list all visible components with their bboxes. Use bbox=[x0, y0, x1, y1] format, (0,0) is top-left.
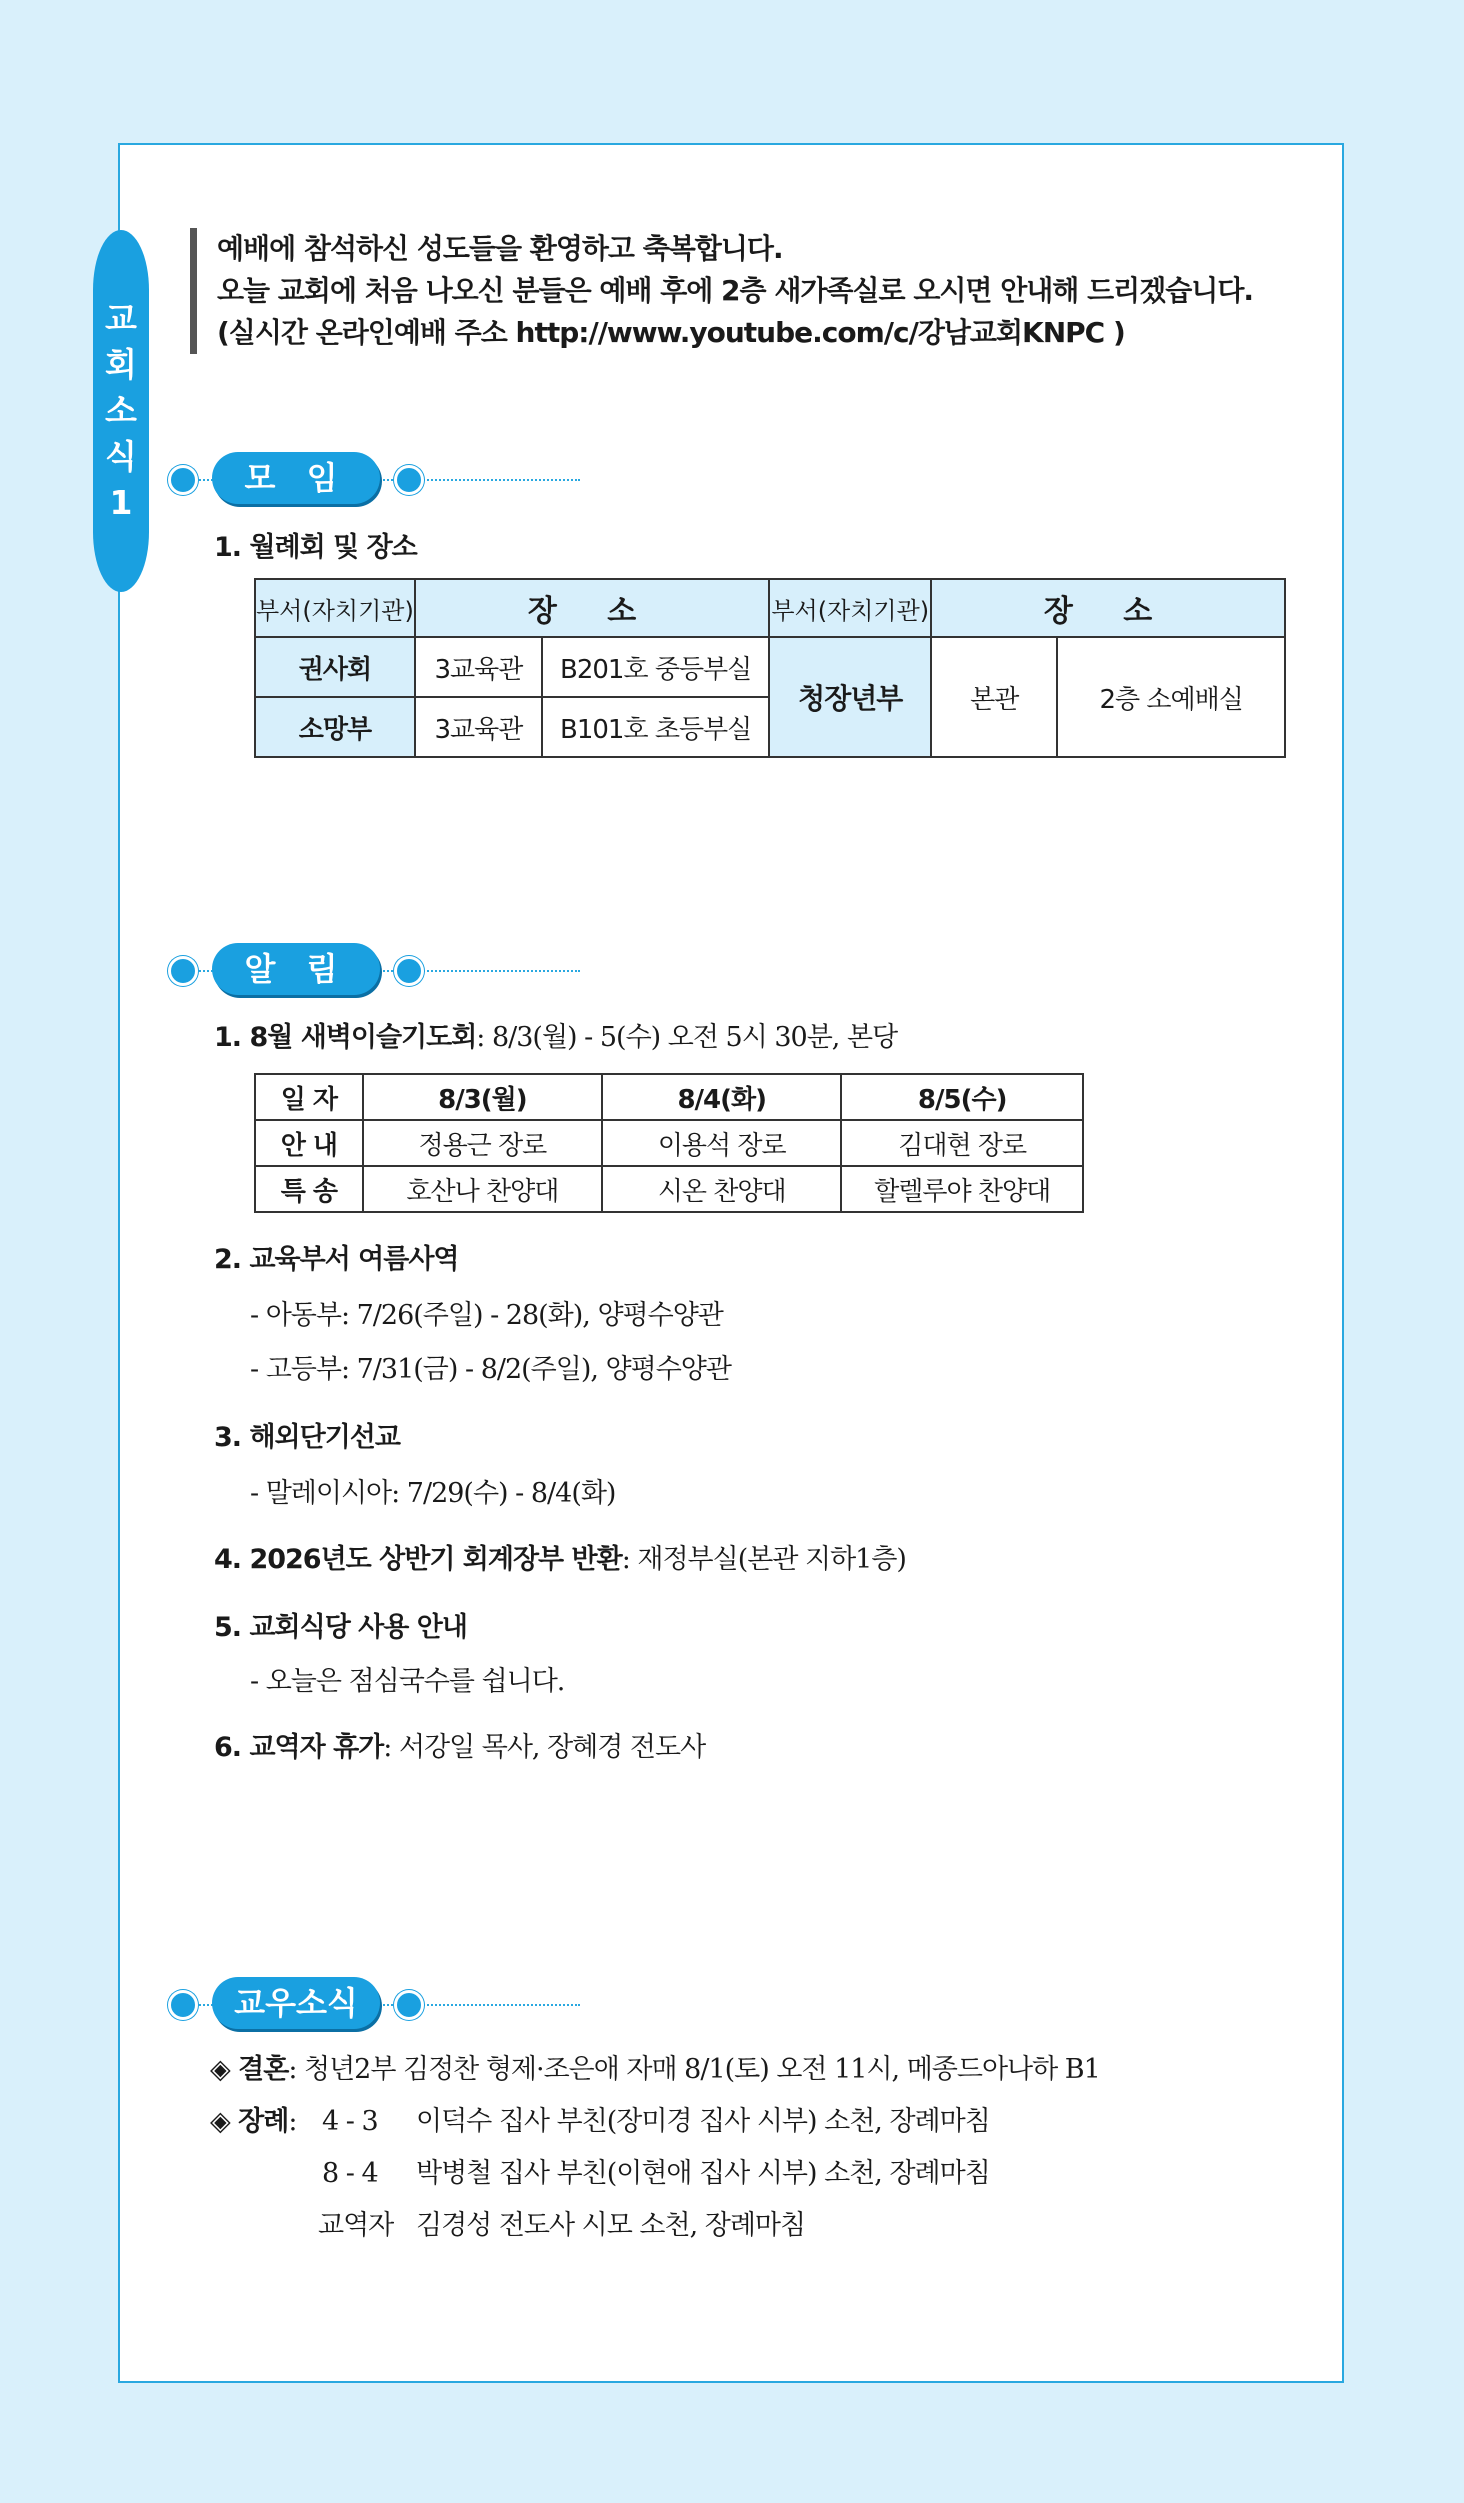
room-cell: 2층 소예배실 bbox=[1057, 637, 1285, 757]
bullet-dot bbox=[168, 956, 198, 986]
allim-item-2: 2. 교육부서 여름사역 bbox=[214, 1244, 459, 1275]
header-cell: 8/4(화) bbox=[602, 1074, 841, 1120]
allim-item-2-sub: - 아동부: 7/26(주일) - 28(화), 양평수양관 bbox=[250, 1300, 723, 1331]
building-cell: 3교육관 bbox=[415, 697, 542, 757]
header-cell: 8/5(수) bbox=[841, 1074, 1083, 1120]
allim-item-5: 5. 교회식당 사용 안내 bbox=[214, 1612, 467, 1643]
bullet-dot bbox=[168, 465, 198, 495]
welcome-line: (실시간 온라인예배 주소 http://www.youtube.com/c/강남교회KNPC ) bbox=[217, 316, 1125, 349]
bullet-dot bbox=[394, 1990, 424, 2020]
header-cell: 8/3(월) bbox=[363, 1074, 602, 1120]
dept-cell: 청장년부 bbox=[769, 637, 931, 757]
meeting-table bbox=[254, 578, 1286, 758]
building-cell: 3교육관 bbox=[415, 637, 542, 697]
funeral-label: ◈ 장례: bbox=[210, 2106, 297, 2137]
funeral-date: 8 - 4 bbox=[322, 2158, 378, 2189]
header-cell: 일 자 bbox=[255, 1074, 363, 1120]
funeral-date: 교역자 bbox=[318, 2210, 394, 2241]
table-cell: 정용근 장로 bbox=[363, 1120, 602, 1166]
welcome-line: 예배에 참석하신 성도들을 환영하고 축복합니다. bbox=[217, 232, 783, 265]
section-header-moim bbox=[168, 452, 428, 508]
room-cell: B101호 초등부실 bbox=[542, 697, 769, 757]
section-title: 모 임 bbox=[212, 452, 380, 504]
header-dept: 부서(자치기관) bbox=[769, 579, 931, 637]
row-label: 특 송 bbox=[255, 1166, 363, 1212]
bullet-dot bbox=[168, 1990, 198, 2020]
side-tab-char: 식 bbox=[105, 437, 137, 476]
allim-item-3-sub: - 말레이시아: 7/29(수) - 8/4(화) bbox=[250, 1478, 616, 1509]
section-header-allim bbox=[168, 943, 428, 999]
room-cell: B201호 중등부실 bbox=[542, 637, 769, 697]
funeral-date: 4 - 3 bbox=[322, 2106, 378, 2137]
header-dept: 부서(자치기관) bbox=[255, 579, 415, 637]
allim-item-3: 3. 해외단기선교 bbox=[214, 1422, 400, 1453]
wedding-notice: ◈ 결혼: 청년2부 김정찬 형제·조은애 자매 8/1(토) 오전 11시, 메종드아나하 B1 bbox=[210, 2054, 1100, 2085]
funeral-text: 이덕수 집사 부친(장미경 집사 시부) 소천, 장례마침 bbox=[416, 2106, 990, 2137]
table-cell: 호산나 찬양대 bbox=[363, 1166, 602, 1212]
welcome-message bbox=[190, 228, 1253, 354]
moim-item-1: 1. 월례회 및 장소 bbox=[214, 532, 417, 563]
side-tab-char: 소 bbox=[105, 391, 137, 430]
allim-item-1: 1. 8월 새벽이슬기도회: 8/3(월) - 5(수) 오전 5시 30분, 본당 bbox=[214, 1022, 898, 1053]
dawn-prayer-table bbox=[254, 1073, 1084, 1213]
allim-item-4: 4. 2026년도 상반기 회계장부 반환: 재정부실(본관 지하1층) bbox=[214, 1544, 906, 1575]
dept-cell: 소망부 bbox=[255, 697, 415, 757]
bullet-dot bbox=[394, 956, 424, 986]
section-side-tab bbox=[93, 230, 149, 592]
welcome-line: 오늘 교회에 처음 나오신 분들은 예배 후에 2층 새가족실로 오시면 안내해 드리겠습니다. bbox=[217, 274, 1254, 307]
allim-item-2-sub: - 고등부: 7/31(금) - 8/2(주일), 양평수양관 bbox=[250, 1354, 731, 1385]
building-cell: 본관 bbox=[931, 637, 1057, 757]
table-cell: 김대현 장로 bbox=[841, 1120, 1083, 1166]
table-cell: 할렐루야 찬양대 bbox=[841, 1166, 1083, 1212]
row-label: 안 내 bbox=[255, 1120, 363, 1166]
bullet-dot bbox=[394, 465, 424, 495]
allim-item-5-sub: - 오늘은 점심국수를 쉽니다. bbox=[250, 1666, 565, 1697]
side-tab-char: 교 bbox=[105, 299, 137, 338]
table-cell: 시온 찬양대 bbox=[602, 1166, 841, 1212]
section-title: 알 림 bbox=[212, 943, 380, 995]
side-tab-char: 1 bbox=[109, 483, 133, 522]
funeral-text: 박병철 집사 부친(이현애 집사 시부) 소천, 장례마침 bbox=[416, 2158, 990, 2189]
dept-cell: 권사회 bbox=[255, 637, 415, 697]
funeral-text: 김경성 전도사 시모 소천, 장례마침 bbox=[416, 2210, 806, 2241]
section-title: 교우소식 bbox=[212, 1977, 380, 2029]
table-cell: 이용석 장로 bbox=[602, 1120, 841, 1166]
allim-item-6: 6. 교역자 휴가: 서강일 목사, 장혜경 전도사 bbox=[214, 1732, 706, 1763]
header-place: 장 소 bbox=[415, 579, 769, 637]
section-header-gyowoo bbox=[168, 1977, 428, 2033]
header-place: 장 소 bbox=[931, 579, 1285, 637]
side-tab-char: 회 bbox=[105, 345, 137, 384]
